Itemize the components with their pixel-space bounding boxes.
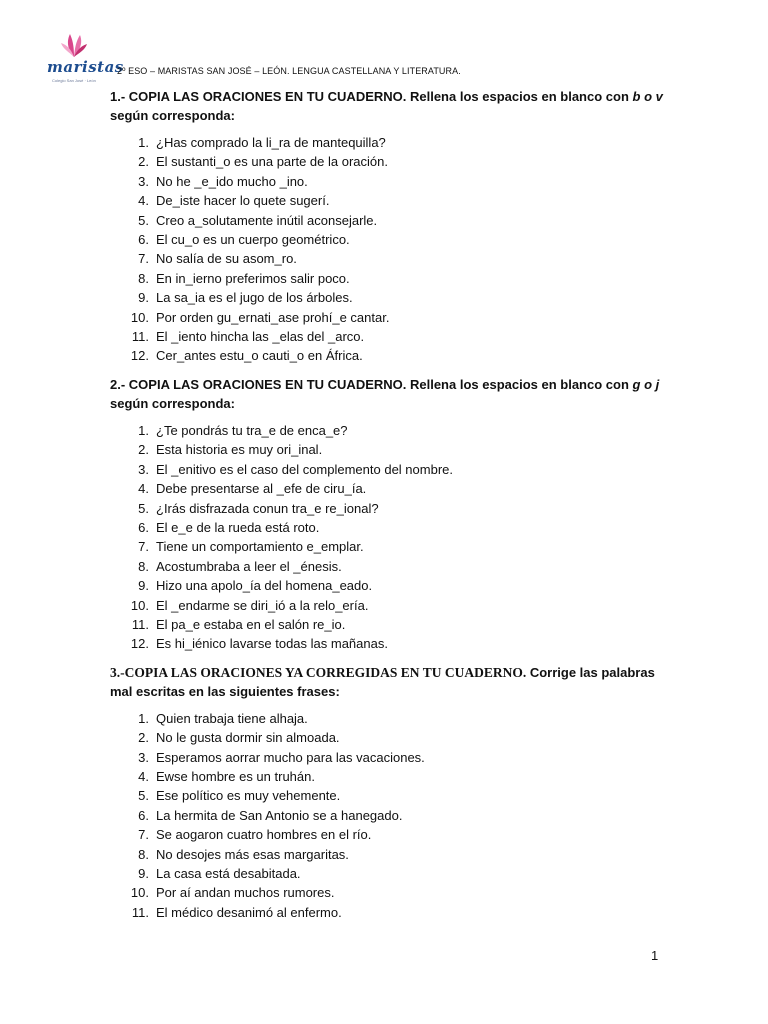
list-item	[110, 479, 670, 498]
item-number: 9.	[138, 866, 149, 881]
item-text: Ese político es muy vehemente.	[156, 788, 341, 804]
list-item	[110, 576, 670, 595]
list-item	[110, 634, 670, 653]
item-text: Esperamos aorrar mucho para las vacaciones.	[156, 749, 425, 765]
list-item	[110, 421, 670, 440]
item-text: ¿Irás disfrazada conun tra_e re_ional?	[156, 500, 379, 516]
list-item	[110, 767, 670, 786]
exercise-title: 1.- COPIA LAS ORACIONES EN TU CUADERNO. Rellena los espacios en blanco con b o v según corresponda:	[110, 89, 663, 123]
item-number: 12.	[130, 636, 149, 652]
item-text: Ewse hombre es un truhán.	[156, 768, 315, 784]
item-text: De_iste hacer lo quete sugerí.	[156, 193, 330, 209]
item-number: 11.	[131, 329, 149, 345]
list-item	[110, 537, 670, 556]
list-item	[110, 786, 670, 805]
item-number: 9.	[138, 578, 149, 594]
item-text: No le gusta dormir sin almoada.	[156, 730, 340, 746]
item-text: Por orden gu_ernati_ase prohí_e cantar.	[156, 309, 390, 325]
list-item	[110, 249, 670, 268]
item-number: 2.	[138, 442, 149, 458]
item-text: Esta historia es muy ori_inal.	[156, 442, 323, 458]
logo-subtitle: Colegio San José · León	[52, 78, 96, 83]
list-item	[110, 152, 670, 171]
item-number: 7.	[138, 251, 149, 267]
item-number: 10.	[130, 885, 149, 901]
item-text: La casa está desabitada.	[156, 866, 301, 881]
sentence-list	[110, 421, 670, 654]
item-text: La sa_ia es el jugo de los árboles.	[156, 290, 353, 306]
item-text: La hermita de San Antonio se a hanegado.	[156, 807, 403, 823]
list-item	[110, 518, 670, 537]
item-text: Creo a_solutamente inútil aconsejarle.	[156, 212, 378, 228]
list-item	[110, 172, 670, 191]
sentence-list	[110, 709, 670, 922]
item-number: 1.	[138, 710, 149, 726]
list-item	[110, 903, 670, 922]
list-item	[110, 346, 670, 365]
list-item	[110, 230, 670, 249]
list-item	[110, 133, 670, 152]
item-number: 8.	[138, 270, 149, 286]
item-number: 3.	[138, 749, 149, 765]
item-number: 2.	[138, 154, 149, 170]
page-header	[47, 30, 727, 92]
item-number: 12.	[130, 348, 149, 364]
item-text: Es hi_iénico lavarse todas las mañanas.	[156, 636, 388, 652]
item-text: Debe presentarse al _efe de ciru_ía.	[156, 481, 367, 497]
item-text: Acostumbraba a leer el _énesis.	[156, 558, 342, 574]
item-number: 3.	[138, 173, 149, 189]
document-body	[110, 87, 670, 931]
item-text: Cer_antes estu_o cauti_o en África.	[156, 348, 363, 364]
item-text: El _iento hincha las _elas del _arco.	[156, 329, 365, 345]
item-text: El médico desanimó al enfermo.	[156, 904, 342, 920]
item-number: 7.	[138, 539, 149, 555]
exercise-section-2	[110, 375, 670, 654]
item-text: Hizo una apolo_ía del homena_eado.	[156, 578, 373, 594]
list-item	[110, 728, 670, 747]
item-number: 6.	[138, 519, 149, 535]
item-number: 9.	[138, 290, 149, 306]
item-number: 7.	[138, 827, 149, 843]
list-item	[110, 864, 670, 883]
item-number: 5.	[138, 788, 149, 804]
item-text: En in_ierno preferimos salir poco.	[156, 270, 350, 286]
item-number: 5.	[138, 212, 149, 228]
item-number: 11.	[131, 616, 149, 632]
item-number: 10.	[130, 309, 149, 325]
item-number: 4.	[138, 481, 149, 497]
item-number: 3.	[138, 461, 149, 477]
list-item	[110, 825, 670, 844]
item-text: Por aí andan muchos rumores.	[156, 885, 335, 901]
item-text: Tiene un comportamiento e_emplar.	[156, 539, 364, 555]
list-item	[110, 806, 670, 825]
list-item	[110, 440, 670, 459]
list-item	[110, 191, 670, 210]
list-item	[110, 460, 670, 479]
item-text: No desojes más esas margaritas.	[156, 846, 349, 862]
item-text: El cu_o es un cuerpo geométrico.	[156, 232, 350, 248]
item-text: El e_e de la rueda está roto.	[156, 519, 320, 535]
item-number: 4.	[138, 193, 149, 209]
item-number: 1.	[138, 135, 149, 150]
item-text: No salía de su asom_ro.	[156, 251, 297, 267]
list-item	[110, 211, 670, 230]
sentence-list	[110, 133, 670, 366]
exercise-title: 3.-COPIA LAS ORACIONES YA CORREGIDAS EN TU CUADERNO. Corrige las palabras mal escritas en las siguientes frases:	[110, 664, 655, 699]
list-item	[110, 327, 670, 346]
exercise-section-1	[110, 87, 670, 366]
item-text: El _endarme se diri_ió a la relo_ería.	[156, 597, 369, 613]
item-text: Quien trabaja tiene alhaja.	[156, 710, 308, 726]
item-number: 6.	[138, 232, 149, 248]
item-number: 10.	[130, 597, 149, 613]
list-item	[110, 557, 670, 576]
exercise-title: 2.- COPIA LAS ORACIONES EN TU CUADERNO. Rellena los espacios en blanco con g o j según corresponda:	[110, 376, 660, 411]
page-number: 1	[651, 948, 659, 963]
list-item	[110, 499, 670, 518]
item-text: No he _e_ido mucho _ino.	[156, 173, 308, 189]
item-text: ¿Has comprado la li_ra de mantequilla?	[156, 135, 386, 150]
list-item	[110, 288, 670, 307]
maristas-logo	[47, 30, 124, 94]
list-item	[110, 883, 670, 902]
item-text: ¿Te pondrás tu tra_e de enca_e?	[156, 422, 348, 438]
item-number: 8.	[138, 846, 149, 862]
item-number: 11.	[131, 904, 149, 920]
item-text: El sustanti_o es una parte de la oración.	[156, 154, 388, 170]
item-number: 1.	[138, 422, 149, 438]
list-item	[110, 845, 670, 864]
item-number: 5.	[138, 500, 149, 516]
list-item	[110, 709, 670, 728]
item-text: El _enitivo es el caso del complemento del nombre.	[156, 461, 453, 477]
item-number: 6.	[138, 807, 149, 823]
item-text: Se aogaron cuatro hombres en el río.	[156, 827, 372, 843]
item-number: 8.	[138, 558, 149, 574]
list-item	[110, 748, 670, 767]
item-text: El pa_e estaba en el salón re_io.	[156, 616, 346, 632]
list-item	[110, 615, 670, 634]
flower-icon	[59, 30, 89, 60]
header-text: 2º ESO – MARISTAS SAN JOSÉ – LEÓN. LENGUA CASTELLANA Y LITERATURA.	[117, 66, 461, 76]
list-item	[110, 269, 670, 288]
exercise-section-3	[110, 663, 670, 922]
logo-wordmark: maristas	[47, 58, 124, 76]
item-number: 2.	[138, 730, 149, 746]
item-number: 4.	[138, 768, 149, 784]
list-item	[110, 596, 670, 615]
list-item	[110, 308, 670, 327]
